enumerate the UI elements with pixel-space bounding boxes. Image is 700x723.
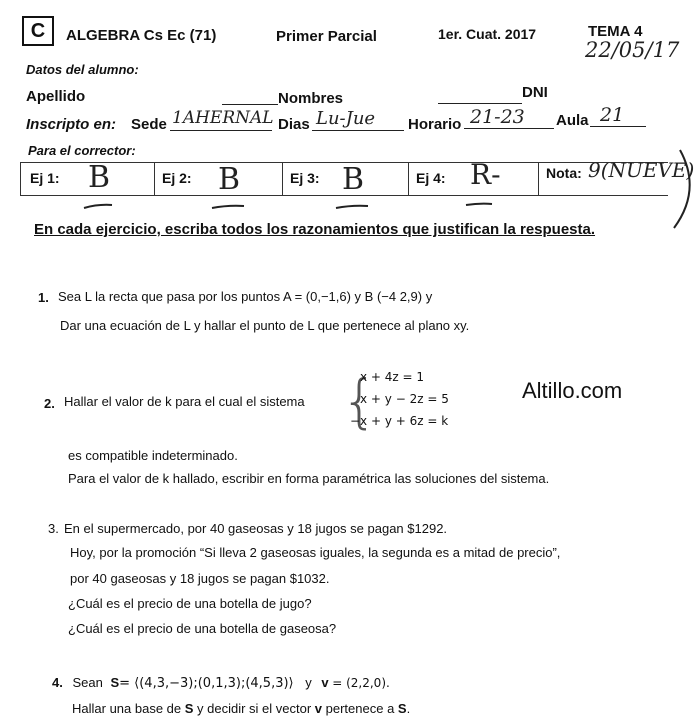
term: 1er. Cuat. 2017	[438, 26, 537, 42]
inscripto-label: Inscripto en:	[26, 116, 117, 133]
ex4-number: 4.	[52, 675, 63, 690]
apellido-label: Apellido	[26, 88, 86, 105]
dias-label: Dias	[278, 116, 310, 133]
sede-label: Sede	[131, 116, 167, 133]
ex3-line3: por 40 gaseosas y 18 jugos se pagan $1032.	[70, 571, 330, 586]
dias-handwritten: Lu-Jue	[316, 108, 376, 129]
ex4-line2g: .	[406, 701, 411, 716]
ex1-line2: Dar una ecuación de L y hallar el punto de L que pertenece al plano xy.	[60, 318, 470, 333]
ex2-brace: {	[341, 367, 378, 435]
ej3-grade: B	[342, 162, 365, 197]
horario-label: Horario	[408, 116, 462, 133]
ex4-sean: Sean	[72, 675, 103, 690]
ej3-label: Ej 3:	[290, 170, 320, 186]
tema: TEMA 4	[588, 23, 643, 40]
ex4-line2a: Hallar una base de	[72, 701, 185, 716]
ex4-v: v	[321, 675, 329, 690]
ex2-line2: es compatible indeterminado.	[68, 448, 238, 463]
ex1-line1: Sea L la recta que pasa por los puntos A = (0,−1,6) y B (−4 2,9) y	[58, 289, 433, 304]
theme-letter: C	[30, 20, 46, 42]
exam-title: Primer Parcial	[276, 28, 377, 45]
ex4-line2f: S	[397, 701, 407, 716]
ex2-line3: Para el valor de k hallado, escribir en forma paramétrica las soluciones del sistema.	[68, 471, 550, 486]
ex4-line2d: v	[314, 701, 323, 716]
instruction: En cada ejercicio, escriba todos los razonamientos que justifican la respuesta.	[34, 221, 596, 238]
ex4-line2c: y decidir si el vector	[193, 701, 315, 716]
nota-label: Nota:	[546, 165, 582, 181]
watermark: Altillo.com	[522, 378, 623, 403]
ex1-number: 1.	[38, 290, 49, 305]
ej4-underline	[466, 204, 492, 205]
ex4-line1	[52, 675, 390, 691]
ex4-line2	[72, 701, 410, 716]
ex2-eq1: x + 4z = 1	[360, 370, 425, 384]
horario-handwritten: 21-23	[470, 106, 525, 128]
nota-bracket	[674, 150, 690, 228]
ej4-label: Ej 4:	[416, 170, 446, 186]
ex3-line2: Hoy, por la promoción “Si lleva 2 gaseosas iguales, la segunda es a mitad de precio”,	[70, 545, 561, 560]
dni-label: DNI	[522, 84, 548, 101]
ej4-grade: R-	[470, 158, 501, 191]
ex2-number: 2.	[44, 396, 55, 411]
ex4-line2e: pertenece a	[322, 701, 398, 716]
corrector-section-label: Para el corrector:	[28, 143, 136, 158]
ex4-S: S	[110, 675, 120, 690]
ej3-underline	[336, 206, 368, 208]
ej1-label: Ej 1:	[30, 170, 60, 186]
ex4-line2b: S	[184, 701, 194, 716]
grade-underline-strokes	[0, 0, 700, 240]
aula-handwritten: 21	[600, 104, 625, 126]
ex4-vval: = (2,2,0).	[332, 676, 390, 690]
ex2-eq3: −x + y + 6z = k	[350, 414, 449, 428]
ex3-number: 3.	[48, 521, 59, 536]
ex3-line4: ¿Cuál es el precio de una botella de jugo?	[68, 596, 312, 611]
ex2-line1: Hallar el valor de k para el cual el sistema	[64, 394, 305, 409]
ex4-set: = ⟨(4,3,−3);(0,1,3);(4,5,3)⟩	[119, 676, 294, 691]
ex2-eq2: x + y − 2z = 5	[360, 392, 449, 406]
sede-handwritten: 1AHERNAL	[172, 108, 274, 128]
ej1-underline	[84, 205, 112, 208]
nombres-label: Nombres	[278, 90, 344, 107]
ej1-grade: B	[88, 160, 111, 195]
date-handwritten: 22/05/17	[585, 38, 680, 62]
nota-value: 9(NUEVE)	[588, 158, 695, 182]
ex3-line5: ¿Cuál es el precio de una botella de gaseosa?	[68, 621, 337, 636]
ej2-grade: B	[218, 162, 241, 197]
ej2-underline	[212, 206, 244, 208]
ex3-line1: En el supermercado, por 40 gaseosas y 18 jugos se pagan $1292.	[64, 521, 448, 536]
aula-label: Aula	[556, 112, 589, 129]
student-section-label: Datos del alumno:	[26, 62, 139, 77]
ex4-y: y	[305, 675, 312, 690]
ej2-label: Ej 2:	[162, 170, 192, 186]
course-title: ALGEBRA Cs Ec (71)	[66, 27, 217, 44]
